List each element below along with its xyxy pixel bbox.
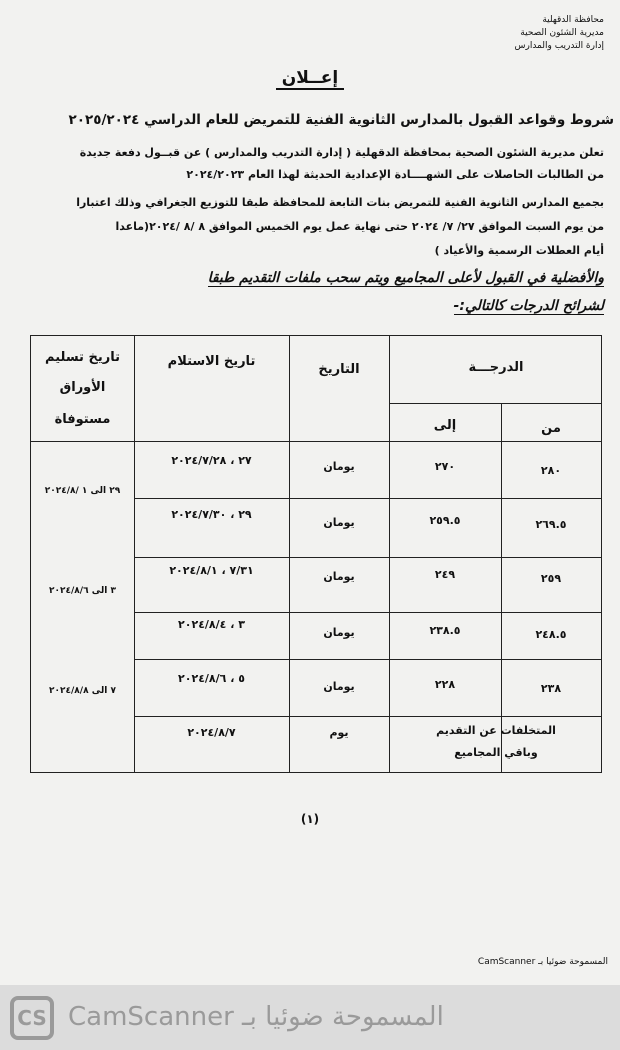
row-to: ٢٢٨ bbox=[434, 678, 456, 691]
body-line: بجميع المدارس الثانوية الفنية للتمريض بنات التابعة للمحافظة طبقا للتوزيع الجغرافي وذلك اعتبارا bbox=[76, 196, 604, 209]
table-divider bbox=[134, 716, 601, 717]
row-receipt: ٢٩ ، ٢٠٢٤/٧/٣٠ bbox=[171, 508, 252, 521]
header-delivery: تاريخ تسليم bbox=[45, 350, 120, 365]
row-to: ٢٤٩ bbox=[434, 568, 456, 581]
row-receipt: ٧/٣١ ، ٢٠٢٤/٨/١ bbox=[169, 564, 254, 577]
row-duration: يومان bbox=[323, 460, 355, 473]
camscanner-logo-icon: CS bbox=[10, 996, 54, 1040]
row-from: ٢٦٩.٥ bbox=[535, 518, 567, 531]
header-line: إدارة التدريب والمدارس bbox=[514, 41, 604, 51]
header-line: مديرية الشئون الصحية bbox=[520, 28, 604, 38]
row-receipt: ٥ ، ٢٠٢٤/٨/٦ bbox=[178, 672, 245, 685]
page-title bbox=[0, 68, 620, 88]
page-number: (١) bbox=[300, 812, 320, 826]
row-late-label: المتخلفات عن التقديم bbox=[436, 724, 556, 737]
highlight-line: والأفضلية في القبول لأعلى المجاميع ويتم سحب ملفات التقديم طبقا bbox=[207, 270, 604, 286]
header-duration: التاريخ bbox=[318, 362, 360, 377]
issuer-header bbox=[484, 14, 604, 53]
delivery-date: ٢٩ الى ١ /٢٠٢٤/٨ bbox=[44, 486, 121, 496]
highlight-line: لشرائح الدرجات كالتالي:- bbox=[453, 298, 604, 314]
grades-table bbox=[30, 335, 602, 773]
row-from: ٢٣٨ bbox=[540, 682, 562, 695]
row-from: ٢٥٩ bbox=[540, 572, 562, 585]
header-grade: الدرجـــة bbox=[468, 360, 524, 375]
row-to: ٢٧٠ bbox=[434, 460, 456, 473]
row-duration: يومان bbox=[323, 680, 355, 693]
subtitle: شروط وقواعد القبول بالمدارس الثانوية الفنية للتمريض للعام الدراسي ٢٠٢٥/٢٠٢٤ bbox=[68, 112, 614, 128]
body-line: من يوم السبت الموافق ٢٧/ ٧/ ٢٠٢٤ حتى نهاية عمل يوم الخميس الموافق ٨ /٨ /٢٠٢٤(ماعدا bbox=[115, 220, 604, 233]
table-divider bbox=[31, 441, 601, 442]
scanner-footer bbox=[0, 990, 620, 1050]
table-divider bbox=[289, 336, 290, 772]
body-line: تعلن مديرية الشئون الصحية بمحافظة الدقهلية ( إدارة التدريب والمدارس ) عن قبــول دفعة جديدة bbox=[79, 146, 604, 159]
row-from: ٢٤٨.٥ bbox=[535, 628, 567, 641]
row-receipt: ٢٧ ، ٢٠٢٤/٧/٢٨ bbox=[171, 454, 252, 467]
row-duration: يوم bbox=[329, 726, 349, 739]
scanner-watermark-small: المسموحة ضوئيا بـ CamScanner bbox=[477, 957, 608, 967]
body-line: من الطالبات الحاصلات على الشهــــادة الإعدادية الحديثة لهذا العام ٢٠٢٤/٢٠٢٣ bbox=[186, 168, 604, 181]
header-delivery: مستوفاة bbox=[54, 412, 111, 427]
row-from: ٢٨٠ bbox=[540, 464, 562, 477]
row-late-label: وباقي المجاميع bbox=[454, 746, 538, 759]
header-from: من bbox=[541, 421, 561, 436]
table-divider bbox=[134, 659, 601, 660]
header-receipt-date: تاريخ الاستلام bbox=[167, 354, 256, 369]
title-text: إعــلان bbox=[276, 68, 344, 90]
scanner-brand-text: المسموحة ضوئيا بـ CamScanner bbox=[68, 1002, 444, 1032]
row-duration: يومان bbox=[323, 570, 355, 583]
delivery-date: ٧ الى ٢٠٢٤/٨/٨ bbox=[49, 686, 116, 696]
header-line: محافظة الدقهلية bbox=[542, 15, 604, 25]
row-duration: يومان bbox=[323, 516, 355, 529]
header-to: إلى bbox=[433, 418, 457, 433]
header-delivery: الأوراق bbox=[59, 380, 106, 395]
row-to: ٢٣٨.٥ bbox=[429, 624, 461, 637]
row-receipt: ٣ ، ٢٠٢٤/٨/٤ bbox=[178, 618, 245, 631]
table-divider bbox=[134, 498, 601, 499]
row-receipt: ٢٠٢٤/٨/٧ bbox=[187, 726, 236, 739]
table-divider bbox=[389, 403, 601, 404]
body-line: أيام العطلات الرسمية والأعياد ) bbox=[434, 244, 604, 257]
row-duration: يومان bbox=[323, 626, 355, 639]
delivery-date: ٣ الى ٢٠٢٤/٨/٦ bbox=[49, 586, 116, 596]
row-to: ٢٥٩.٥ bbox=[429, 514, 461, 527]
table-divider bbox=[134, 557, 601, 558]
table-divider bbox=[134, 612, 601, 613]
table-divider bbox=[134, 336, 135, 772]
table-divider bbox=[389, 336, 390, 772]
